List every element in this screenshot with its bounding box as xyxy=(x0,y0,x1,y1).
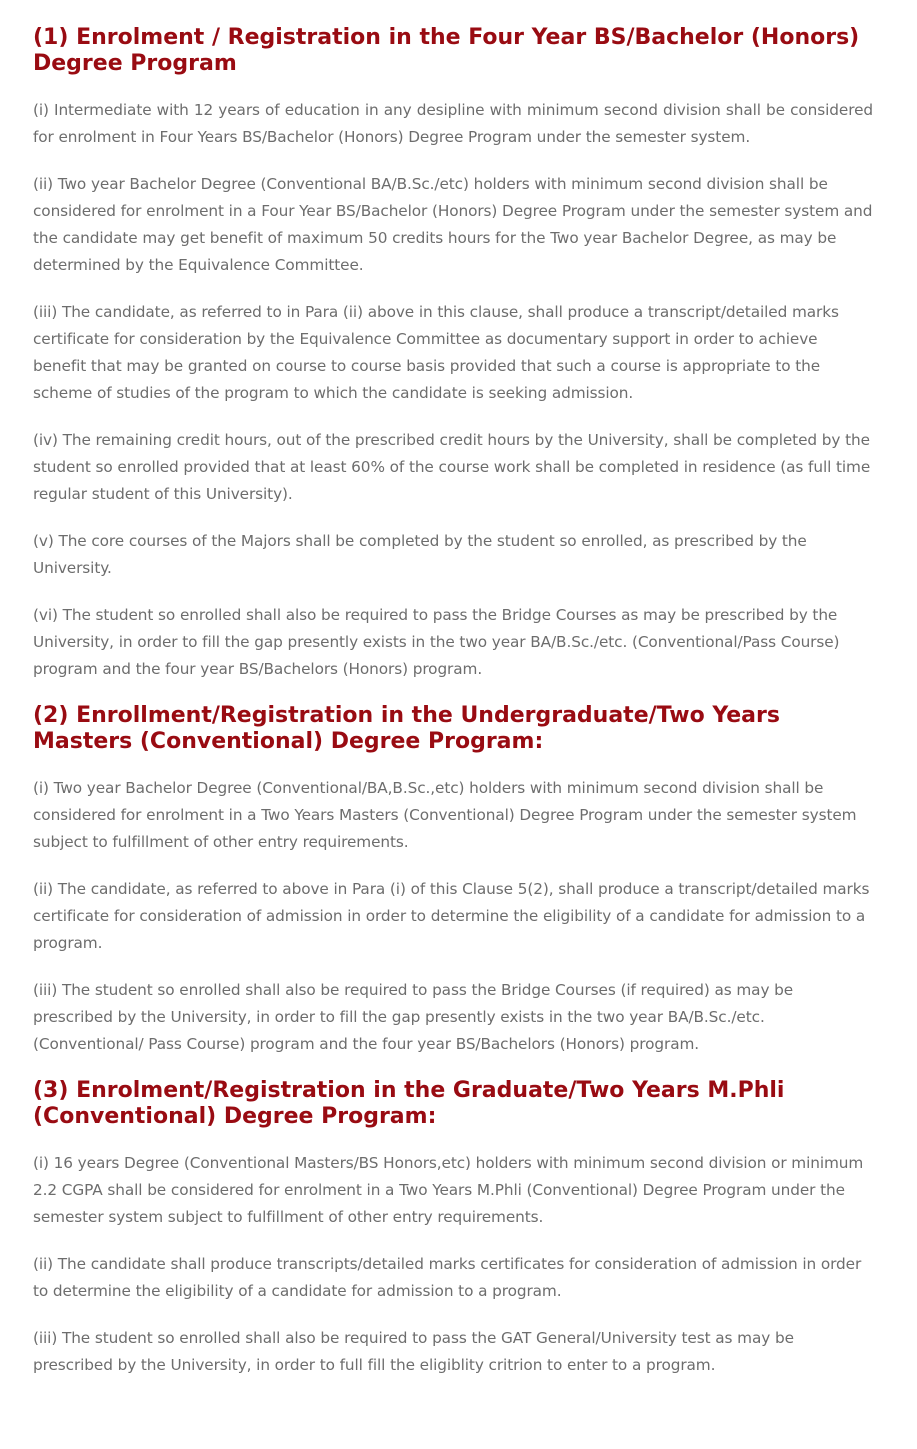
section-3-paragraph-1: (i) 16 years Degree (Conventional Masters/BS Honors,etc) holders with minimum second division or minimum 2.2 CGPA shall be considered for enrolment in a Two Years M.Phli (Conventional) Degree Program under the semester system subject to fulfillment of other entry requirements. xyxy=(33,1154,864,1226)
section-2-heading: (2) Enrollment/Registration in the Undergraduate/Two Years Masters (Conventional) Degree Program: xyxy=(33,703,780,754)
section-2-paragraph-2: (ii) The candidate, as referred to above in Para (i) of this Clause 5(2), shall produce a transcript/detailed marks certificate for consideration of admission in order to determine the eligibility of a candidate for admission to a program. xyxy=(33,880,870,952)
section-1-paragraph-5: (v) The core courses of the Majors shall be completed by the student so enrolled, as prescribed by the University. xyxy=(33,532,807,577)
section-1-paragraph-4: (iv) The remaining credit hours, out of the prescribed credit hours by the University, shall be completed by the student so enrolled provided that at least 60% of the course work shall be completed in residence (as full time regular student of this University). xyxy=(33,431,871,503)
section-2-paragraph-3: (iii) The student so enrolled shall also be required to pass the Bridge Courses (if required) as may be prescribed by the University, in order to fill the gap presently exists in the two year BA/B.Sc./etc. (Conventional/ Pass Course) program and the four year BS/Bachelors (Honors) program. xyxy=(33,981,794,1053)
section-1-paragraph-2: (ii) Two year Bachelor Degree (Conventional BA/B.Sc./etc) holders with minimum second division shall be considered for enrolment in a Four Year BS/Bachelor (Honors) Degree Program under the semester system and the candidate may get benefit of maximum 50 credits hours for the Two year Bachelor Degree, as may be determined by the Equivalence Committee. xyxy=(33,175,873,274)
section-1-paragraph-3: (iii) The candidate, as referred to in Para (ii) above in this clause, shall produce a transcript/detailed marks certificate for consideration by the Equivalence Committee as documentary support in order to achieve benefit that may be granted on course to course basis provided that such a course is appropriate to the scheme of studies of the program to which the candidate is seeking admission. xyxy=(33,303,839,402)
section-3-heading: (3) Enrolment/Registration in the Graduate/Two Years M.Phli (Conventional) Degree Program: xyxy=(33,1078,785,1129)
section-1-paragraph-1: (i) Intermediate with 12 years of education in any desipline with minimum second division shall be considered for enrolment in Four Years BS/Bachelor (Honors) Degree Program under the semester system. xyxy=(33,101,873,146)
section-1-paragraph-6: (vi) The student so enrolled shall also be required to pass the Bridge Courses as may be prescribed by the University, in order to fill the gap presently exists in the two year BA/B.Sc./etc. (Conventional/Pass Course) program and the four year BS/Bachelors (Honors) program. xyxy=(33,606,840,678)
section-3-paragraph-3: (iii) The student so enrolled shall also be required to pass the GAT General/University test as may be prescribed by the University, in order to full fill the eligiblity critrion to enter to a program. xyxy=(33,1329,794,1374)
section-2-paragraph-1: (i) Two year Bachelor Degree (Conventional/BA,B.Sc.,etc) holders with minimum second division shall be considered for enrolment in a Two Years Masters (Conventional) Degree Program under the semester system subject to fulfillment of other entry requirements. xyxy=(33,779,857,851)
section-3-paragraph-2: (ii) The candidate shall produce transcripts/detailed marks certificates for consideration of admission in order to determine the eligibility of a candidate for admission to a program. xyxy=(33,1255,862,1300)
section-1-heading: (1) Enrolment / Registration in the Four Year BS/Bachelor (Honors) Degree Program xyxy=(33,25,860,76)
document-page xyxy=(0,25,917,1379)
